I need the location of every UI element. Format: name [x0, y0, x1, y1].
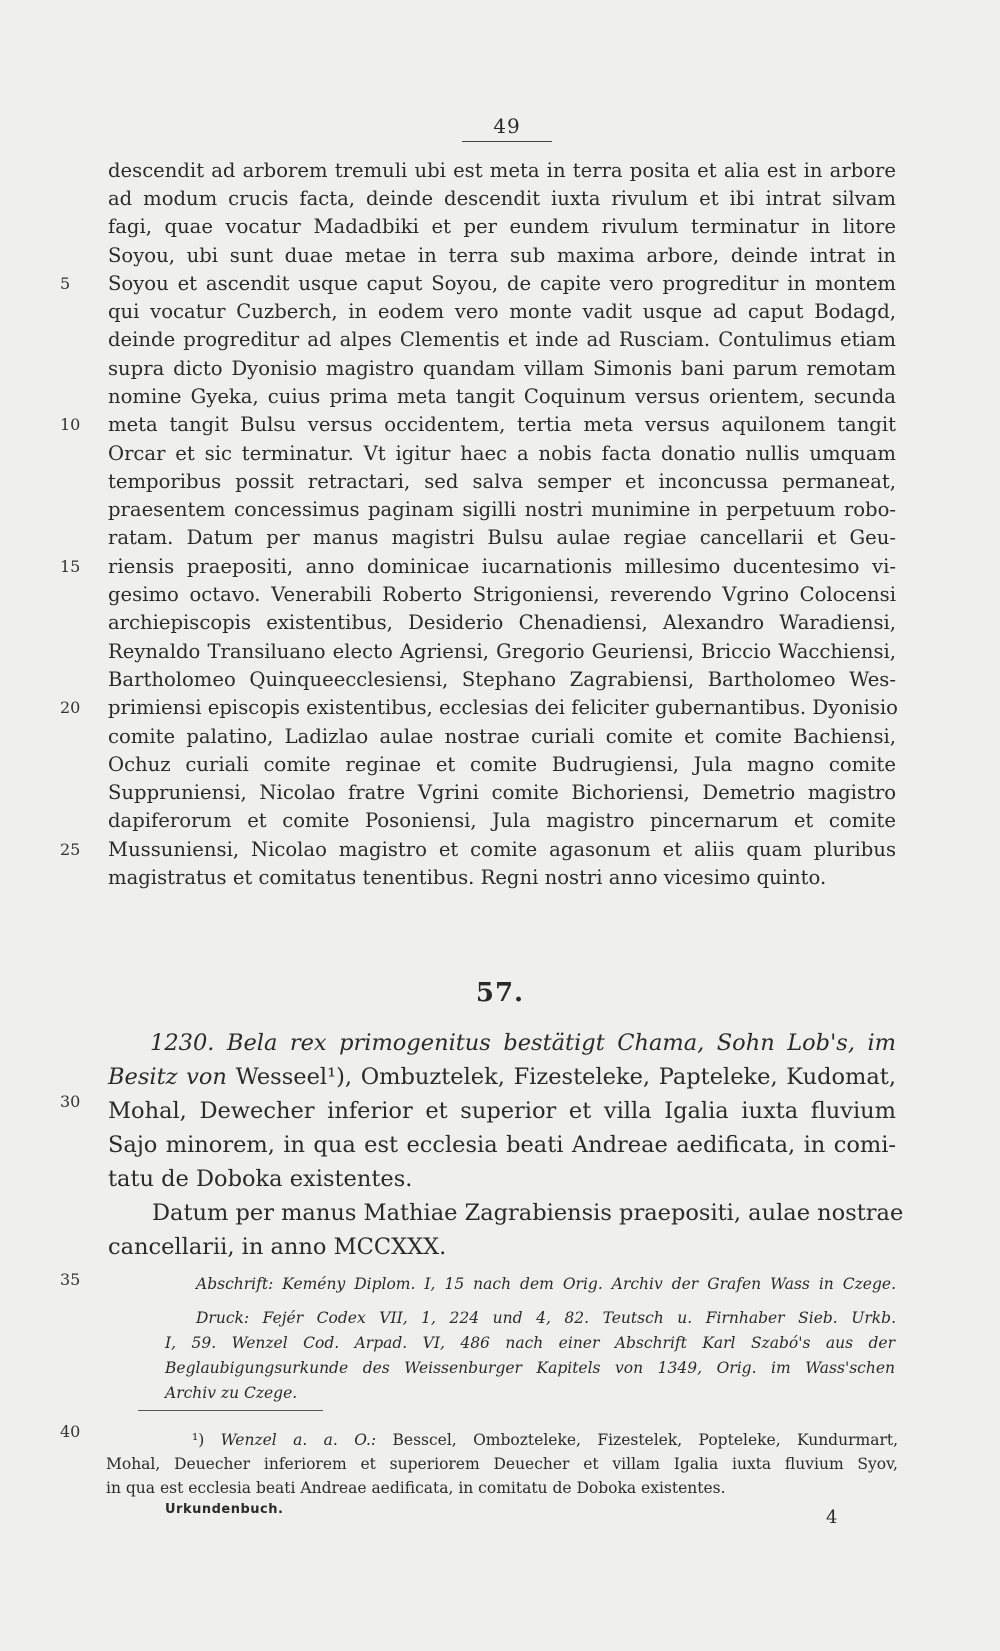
source-line: Beglaubigungsurkunde des Weissenburger Kapitels von 1349, Orig. im Wass'schen [165, 1359, 895, 1377]
body-line: magistratus et comitatus tenentibus. Regni nostri anno vicesimo quinto. [108, 866, 827, 889]
footnote-marker: ¹) [192, 1431, 205, 1449]
footnote-line: Mohal, Deuecher inferiorem et superiorem Deuecher et villam Igalia iuxta fluvium Syov, [106, 1455, 898, 1473]
body-line: Bartholomeo Quinqueecclesiensi, Stephano Zagrabiensi, Bartholomeo Wes- [108, 668, 896, 691]
document-number: 57. [475, 978, 525, 1008]
regest-line: Mohal, Dewecher inferior et superior et villa Igalia iuxta fluvium [108, 1098, 896, 1124]
body-line: nomine Gyeka, cuius prima meta tangit Coquinum versus orientem, secunda [108, 385, 896, 408]
margin-line-number: 5 [60, 274, 71, 293]
footnote-rule [138, 1410, 323, 1411]
source-line: Archiv zu Czege. [165, 1384, 298, 1402]
footnote-line [192, 1428, 898, 1452]
body-line: temporibus possit retractari, sed salva semper et inconcussa permaneat, [108, 470, 896, 493]
body-line: descendit ad arborem tremuli ubi est meta in terra posita et alia est in arbore [108, 159, 896, 182]
source-line: Abschrift: Kemény Diplom. I, 15 nach dem Orig. Archiv der Grafen Wass in Czege. [196, 1275, 896, 1293]
margin-line-number: 40 [60, 1422, 81, 1441]
body-line: Ochuz curiali comite reginae et comite Budrugiensi, Jula magno comite [108, 753, 896, 776]
body-line: ratam. Datum per manus magistri Bulsu aulae regiae cancellarii et Geu- [108, 526, 896, 549]
body-line: Mussuniensi, Nicolao magistro et comite agasonum et aliis quam pluribus [108, 838, 896, 861]
source-line: I, 59. Wenzel Cod. Arpad. VI, 486 nach einer Abschrift Karl Szabó's aus der [165, 1334, 895, 1352]
sheet-number: 4 [826, 1507, 838, 1528]
body-line: Reynaldo Transiluano electo Agriensi, Gregorio Geuriensi, Briccio Wacchiensi, [108, 640, 896, 663]
footnote-reference: Wenzel a. a. O.: [220, 1431, 377, 1449]
regest-line: 1230. Bela rex primogenitus bestätigt Chama, Sohn Lob's, im [150, 1030, 896, 1056]
source-line: Druck: Fejér Codex VII, 1, 224 und 4, 82. Teutsch u. Firnhaber Sieb. Urkb. [196, 1309, 896, 1327]
regest-line: tatu de Doboka existentes. [108, 1166, 413, 1192]
signature-mark: Urkundenbuch. [165, 1502, 284, 1517]
body-line: gesimo octavo. Venerabili Roberto Strigoniensi, reverendo Vgrino Colocensi [108, 583, 896, 606]
body-line: Soyou et ascendit usque caput Soyou, de capite vero progreditur in montem [108, 272, 896, 295]
body-line: meta tangit Bulsu versus occidentem, tertia meta versus aquilonem tangit [108, 413, 896, 436]
body-line: dapiferorum et comite Posoniensi, Jula magistro pincernarum et comite [108, 809, 896, 832]
margin-line-number: 35 [60, 1270, 81, 1289]
body-line: riensis praepositi, anno dominicae iucarnationis millesimo ducentesimo vi- [108, 555, 896, 578]
regest-line [108, 1060, 896, 1094]
regest-italic-part: Besitz von [108, 1064, 227, 1090]
body-line: fagi, quae vocatur Madadbiki et per eundem rivulum terminatur in litore [108, 215, 896, 238]
body-line: archiepiscopis existentibus, Desiderio Chenadiensi, Alexandro Waradiensi, [108, 611, 896, 634]
body-line: Orcar et sic terminatur. Vt igitur haec a nobis facta donatio nullis umquam [108, 442, 896, 465]
body-line: comite palatino, Ladizlao aulae nostrae curiali comite et comite Bachiensi, [108, 725, 896, 748]
margin-line-number: 25 [60, 840, 81, 859]
margin-line-number: 20 [60, 698, 81, 717]
body-line: primiensi episcopis existentibus, ecclesias dei feliciter gubernantibus. Dyonisio [108, 696, 898, 719]
body-line: Soyou, ubi sunt duae metae in terra sub maxima arbore, deinde intrat in [108, 244, 896, 267]
regest-line: Sajo minorem, in qua est ecclesia beati Andreae aedificata, in comi- [108, 1132, 896, 1158]
body-line: praesentem concessimus paginam sigilli nostri munimine in perpetuum robo- [108, 498, 896, 521]
page-number: 49 [493, 114, 521, 138]
body-line: deinde progreditur ad alpes Clementis et inde ad Rusciam. Contulimus etiam [108, 328, 896, 351]
footnote-text: Besscel, Omboztelеke, Fizestelek, Popteleke, Kundurmart, [376, 1431, 899, 1449]
margin-line-number: 10 [60, 415, 81, 434]
page-number-rule [462, 141, 552, 142]
margin-line-number: 30 [60, 1092, 81, 1111]
body-line: qui vocatur Cuzberch, in eodem vero monte vadit usque ad caput Bodagd, [108, 300, 896, 323]
regest-roman-part: Wesseel¹), Ombuztelek, Fizesteleke, Papteleke, Kudomat, [226, 1064, 897, 1090]
regest-line: cancellarii, in anno MCCXXX. [108, 1234, 447, 1260]
regest-line: Datum per manus Mathiae Zagrabiensis praepositi, aulae nostrae [152, 1200, 904, 1226]
footnote-line: in qua est ecclesia beati Andreae aedificata, in comitatu de Doboka existentes. [106, 1479, 726, 1497]
body-line: supra dicto Dyonisio magistro quandam villam Simonis bani parum remotam [108, 357, 896, 380]
body-line: ad modum crucis facta, deinde descendit iuxta rivulum et ibi intrat silvam [108, 187, 896, 210]
margin-line-number: 15 [60, 557, 81, 576]
body-line: Suppruniensi, Nicolao fratre Vgrini comite Bichoriensi, Demetrio magistro [108, 781, 896, 804]
